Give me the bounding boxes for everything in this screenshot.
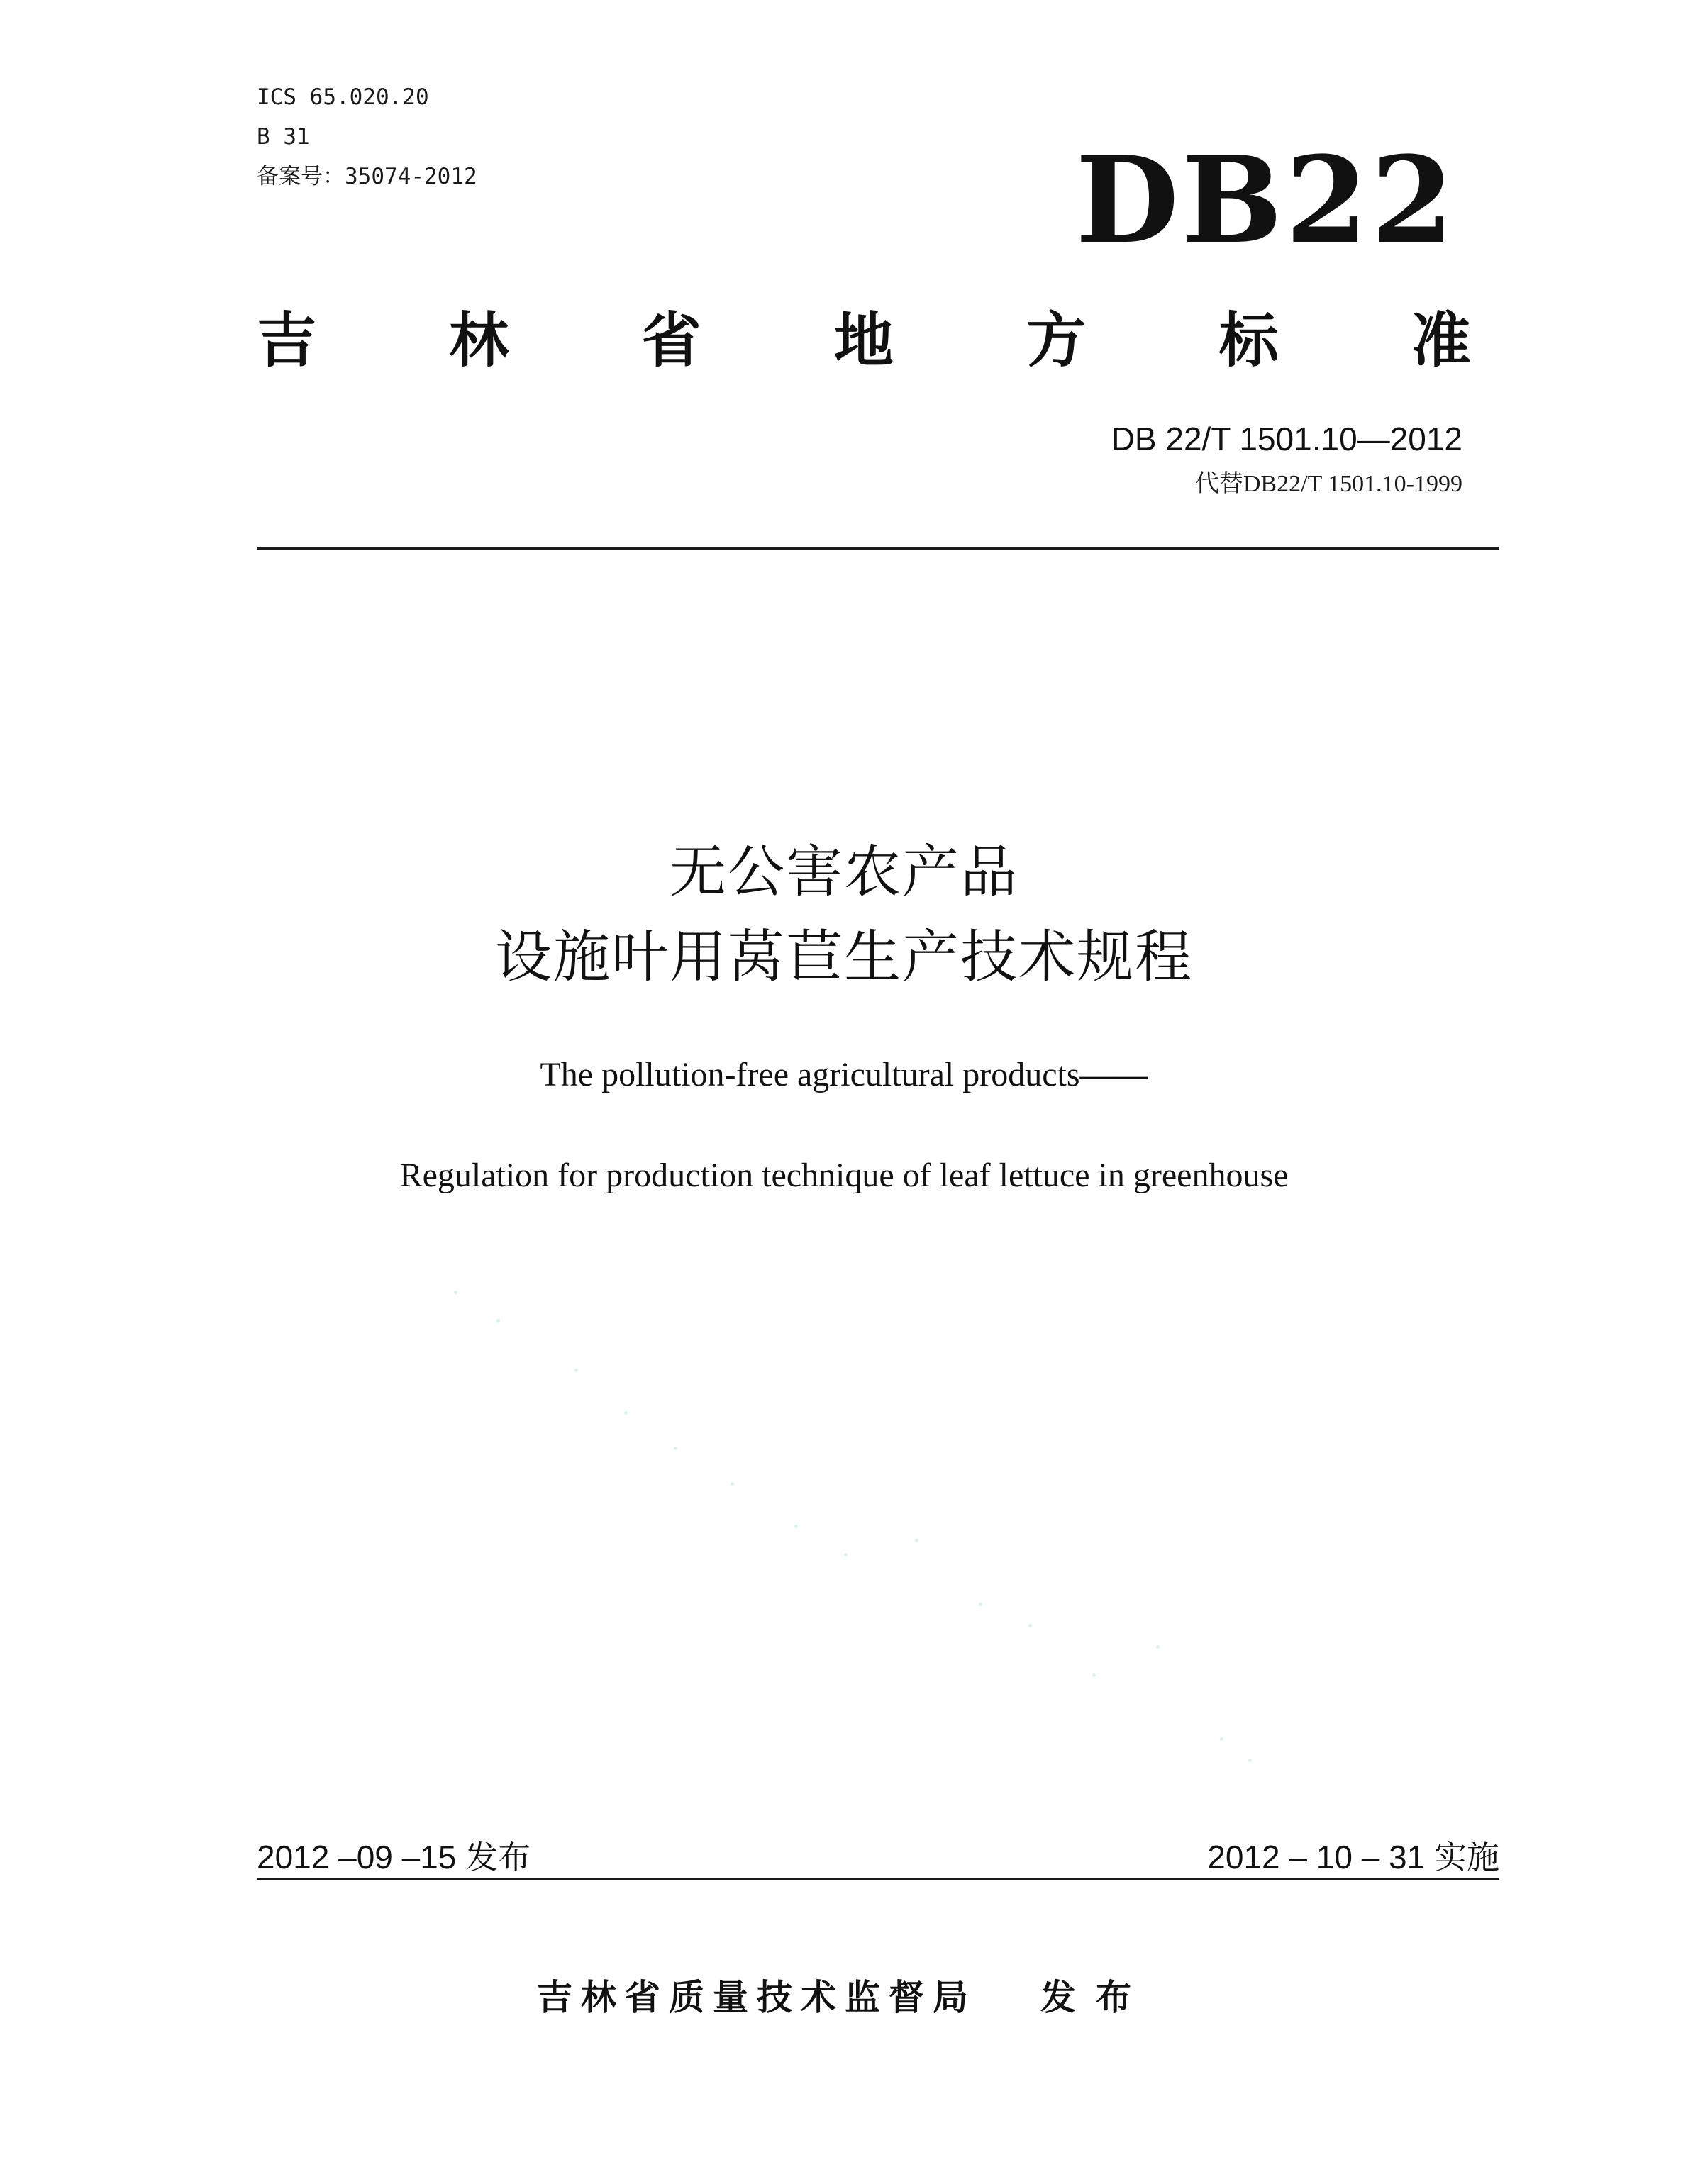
standard-type-char: 地	[833, 306, 894, 375]
standard-type-char: 标	[1218, 306, 1279, 375]
standard-type-heading	[257, 305, 1471, 376]
db-mark-logo: DB22	[1075, 130, 1457, 270]
standard-type-char: 准	[1411, 306, 1471, 375]
standard-number: DB 22/T 1501.10—2012	[1111, 420, 1462, 457]
implementation-date: 2012 – 10 – 31 实施	[1207, 1839, 1499, 1876]
standard-type-char: 省	[641, 306, 701, 375]
title-cn-line2: 设施叶用莴苣生产技术规程	[495, 924, 1193, 990]
title-en-line1: The pollution-free agricultural products——	[540, 1056, 1148, 1093]
issuer-line	[0, 1977, 1688, 2018]
standard-type-char: 林	[449, 306, 509, 375]
record-number: 备案号：35074-2012	[257, 164, 477, 189]
classification-code: B 31	[257, 124, 310, 150]
header-divider	[257, 547, 1499, 550]
replaces-standard: 代替DB22/T 1501.10-1999	[1194, 471, 1462, 497]
title-en-line2: Regulation for production technique of leaf lettuce in greenhouse	[399, 1157, 1289, 1194]
standard-type-char: 方	[1026, 306, 1087, 375]
issue-date: 2012 –09 –15 发布	[257, 1839, 531, 1876]
footer-divider	[257, 1878, 1499, 1880]
issuer-action: 发布	[1040, 1977, 1151, 2018]
ics-code: ICS 65.020.20	[257, 84, 429, 110]
standard-type-char: 吉	[257, 306, 317, 375]
issuer-name: 吉林省质量技术监督局	[537, 1977, 977, 2018]
title-cn-line1: 无公害农产品	[670, 839, 1018, 905]
